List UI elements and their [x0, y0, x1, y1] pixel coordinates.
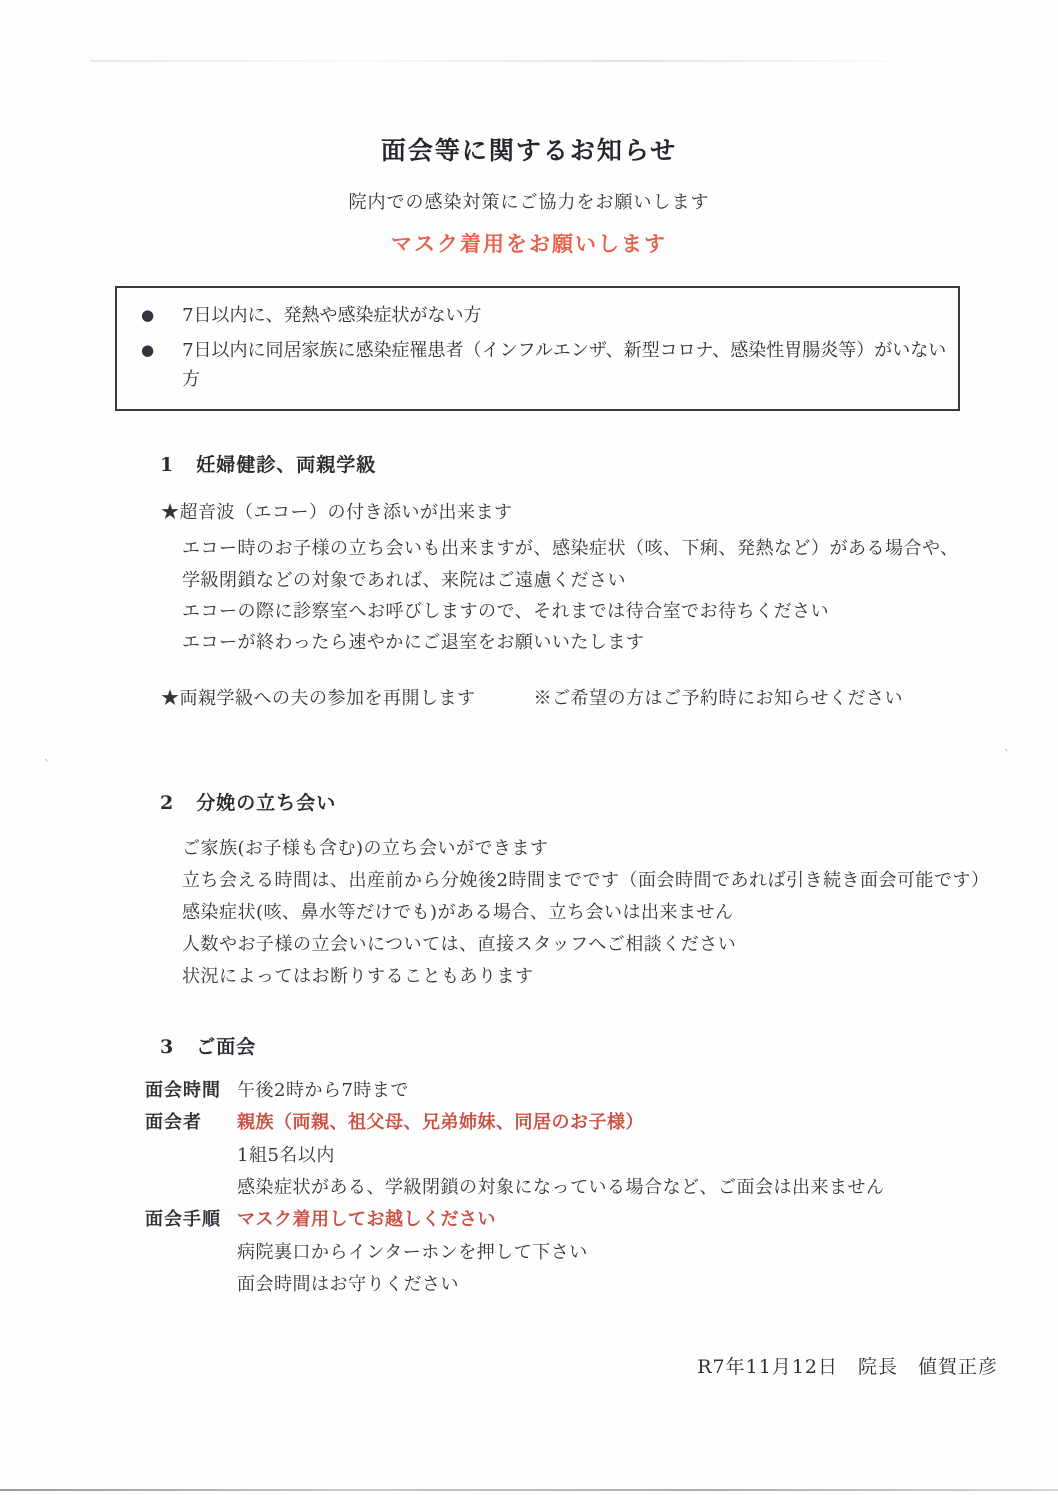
section2-line: 人数やお子様の立会いについては、直接スタッフへご相談ください — [182, 934, 737, 955]
reservation-note: ※ご希望の方はご予約時にお知らせください — [533, 688, 903, 709]
condition-item — [117, 298, 958, 333]
procedure-label: 面会手順 — [145, 1209, 221, 1230]
section1-number: 1 — [160, 454, 175, 476]
section2-line: 立ち会える時間は、出産前から分娩後2時間までです（面会時間であれば引き続き面会可能です） — [182, 870, 990, 891]
scan-artifact-line-top — [90, 60, 900, 62]
section3-heading — [160, 1032, 256, 1059]
condition-text: 7日以内に、発熱や感染症状がない方 — [182, 305, 482, 326]
visitor-line3: 感染症状がある、学級閉鎖の対象になっている場合など、ご面会は出来ません — [237, 1177, 885, 1198]
section2-heading — [160, 788, 336, 815]
date-signature: R7年11月12日 院長 値賀正彦 — [697, 1356, 998, 1378]
section3-number: 3 — [160, 1036, 175, 1058]
bullet-icon: ● — [141, 341, 155, 359]
section2-line: 感染症状(咳、鼻水等だけでも)がある場合、立ち会いは出来ません — [182, 902, 734, 923]
condition-text: 7日以内に同居家族に感染症罹患者（インフルエンザ、新型コロナ、感染性胃腸炎等）がいない方 — [182, 340, 947, 390]
scan-speck-right: ` — [1004, 748, 1010, 762]
visitor-label: 面会者 — [145, 1112, 202, 1133]
procedure-line2: 病院裏口からインターホンを押して下さい — [237, 1242, 588, 1263]
section1-line: エコーが終わったら速やかにご退室をお願いいたします — [182, 632, 645, 653]
section1-line: エコー時のお子様の立ち会いも出来ますが、感染症状（咳、下痢、発熱など）がある場合や、 — [182, 538, 959, 559]
page-title: 面会等に関するお知らせ — [380, 136, 678, 165]
scan-speck-left: ` — [44, 758, 50, 772]
section1-title: 妊婦健診、両親学級 — [196, 454, 377, 476]
condition-item — [117, 333, 958, 397]
section2-title: 分娩の立ち会い — [196, 792, 337, 814]
section3-title: ご面会 — [196, 1036, 257, 1058]
section1-star-line: ★超音波（エコー）の付き添いが出来ます — [161, 502, 513, 523]
section1-heading — [160, 450, 376, 477]
page-subtitle: 院内での感染対策にご協力をお願いします — [348, 192, 710, 213]
parents-class-text: ★両親学級への夫の参加を再開します — [161, 688, 476, 709]
mask-request-banner: マスク着用をお願いします — [391, 231, 667, 256]
bullet-icon: ● — [141, 306, 155, 324]
section2-line: 状況によってはお断りすることもあります — [182, 966, 534, 987]
visitor-line2: 1組5名以内 — [237, 1145, 335, 1166]
section1-line: 学級閉鎖などの対象であれば、来院はご遠慮ください — [182, 570, 626, 591]
visit-time-label: 面会時間 — [145, 1080, 221, 1101]
section2-line: ご家族(お子様も含む)の立ち会いができます — [182, 838, 549, 859]
visitor-value-red: 親族（両親、祖父母、兄弟姉妹、同居のお子様） — [237, 1112, 644, 1133]
section1-line: エコーの際に診察室へお呼びしますので、それまでは待合室でお待ちください — [182, 601, 830, 622]
section2-number: 2 — [160, 792, 175, 814]
procedure-value-red: マスク着用してお越しください — [237, 1209, 496, 1230]
visitor-conditions-box — [115, 286, 960, 411]
procedure-line3: 面会時間はお守りください — [237, 1274, 459, 1295]
scan-artifact-line-bottom — [0, 1489, 1058, 1491]
section1-star-line2 — [161, 684, 903, 710]
visit-time-value: 午後2時から7時まで — [237, 1080, 409, 1101]
